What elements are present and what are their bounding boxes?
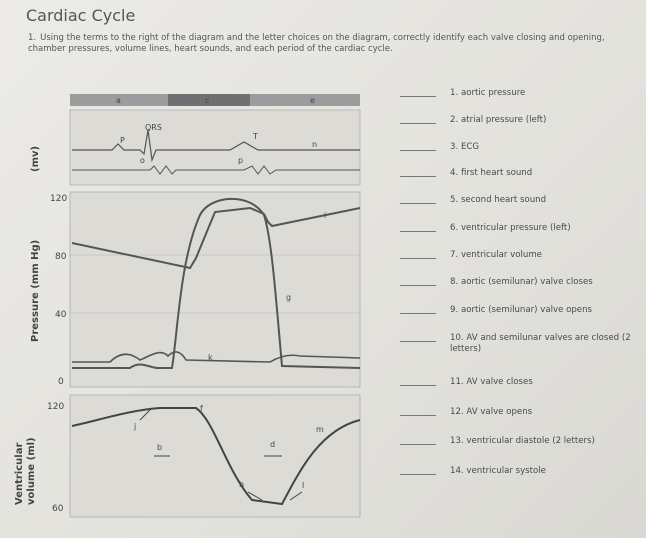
answer-blank-7[interactable] — [400, 250, 436, 259]
answer-blank-12[interactable] — [400, 407, 436, 416]
ecg-label-p: P — [120, 136, 125, 145]
volume-letter-d: d — [270, 440, 276, 449]
answer-blank-11[interactable] — [400, 377, 436, 386]
answer-blank-5[interactable] — [400, 195, 436, 204]
pressure-letter-k: k — [208, 353, 213, 362]
question-1: 1. aortic pressure — [400, 88, 642, 99]
question-6: 6. ventricular pressure (left) — [400, 223, 642, 234]
question-9: 9. aortic (semilunar) valve opens — [400, 305, 642, 316]
ecg-axis-label: (mv) — [30, 145, 41, 172]
volume-panel — [70, 395, 360, 517]
answer-blank-2[interactable] — [400, 115, 436, 124]
volume-tick-60: 60 — [52, 504, 64, 514]
question-14: 14. ventricular systole — [400, 466, 642, 477]
pressure-letter-g: g — [286, 293, 292, 302]
pressure-tick-0: 0 — [58, 377, 64, 387]
ecg-label-t: T — [253, 132, 258, 141]
pressure-letter-i: i — [324, 211, 327, 220]
volume-tick-120: 120 — [47, 402, 65, 412]
pressure-axis-label: Pressure (mm Hg) — [30, 239, 41, 342]
question-5: 5. second heart sound — [400, 195, 642, 206]
instruction-text: Using the terms to the right of the diagram and the letter choices on the diagram, correctly identify each valve closing and opening, chamber pressures, volume lines, heart sounds, and each period of the cardiac cycle. — [28, 33, 605, 54]
volume-letter-h: h — [239, 480, 245, 489]
question-7: 7. ventricular volume — [400, 250, 642, 261]
answer-blank-9[interactable] — [400, 305, 436, 314]
answer-blank-13[interactable] — [400, 436, 436, 445]
phase-label-a: a — [116, 96, 121, 105]
pressure-tick-40: 40 — [55, 310, 67, 320]
ecg-label-o: o — [140, 156, 145, 165]
instruction-number: 1. — [28, 33, 37, 43]
question-13: 13. ventricular diastole (2 letters) — [400, 436, 642, 447]
pressure-tick-80: 80 — [55, 252, 67, 262]
volume-letter-m: m — [316, 425, 324, 434]
volume-letter-l: l — [302, 481, 305, 490]
volume-axis-text: Ventricular volume (ml) — [14, 437, 37, 505]
answer-blank-4[interactable] — [400, 168, 436, 177]
question-10: 10. AV and semilunar valves are closed (2 letters) — [400, 333, 642, 355]
question-4: 4. first heart sound — [400, 168, 642, 179]
volume-letter-j: j — [134, 422, 137, 431]
volume-letter-b: b — [157, 443, 163, 452]
answer-blank-10[interactable] — [400, 333, 436, 342]
volume-letter-f: f — [200, 404, 203, 413]
phase-label-c: c — [205, 96, 210, 105]
phase-label-e: e — [310, 96, 315, 105]
question-11: 11. AV valve closes — [400, 377, 642, 388]
answer-blank-3[interactable] — [400, 142, 436, 151]
question-3: 3. ECG — [400, 142, 642, 153]
question-8: 8. aortic (semilunar) valve closes — [400, 277, 642, 288]
pressure-panel — [70, 192, 360, 387]
answer-blank-8[interactable] — [400, 277, 436, 286]
pressure-tick-120: 120 — [50, 194, 68, 204]
page-title: Cardiac Cycle — [26, 6, 136, 25]
question-2: 2. atrial pressure (left) — [400, 115, 642, 126]
question-12: 12. AV valve opens — [400, 407, 642, 418]
ecg-label-p2: p — [238, 156, 244, 165]
answer-blank-14[interactable] — [400, 466, 436, 475]
answer-blank-1[interactable] — [400, 88, 436, 97]
ecg-label-n: n — [312, 140, 318, 149]
ecg-label-qrs: QRS — [145, 123, 162, 132]
answer-blank-6[interactable] — [400, 223, 436, 232]
